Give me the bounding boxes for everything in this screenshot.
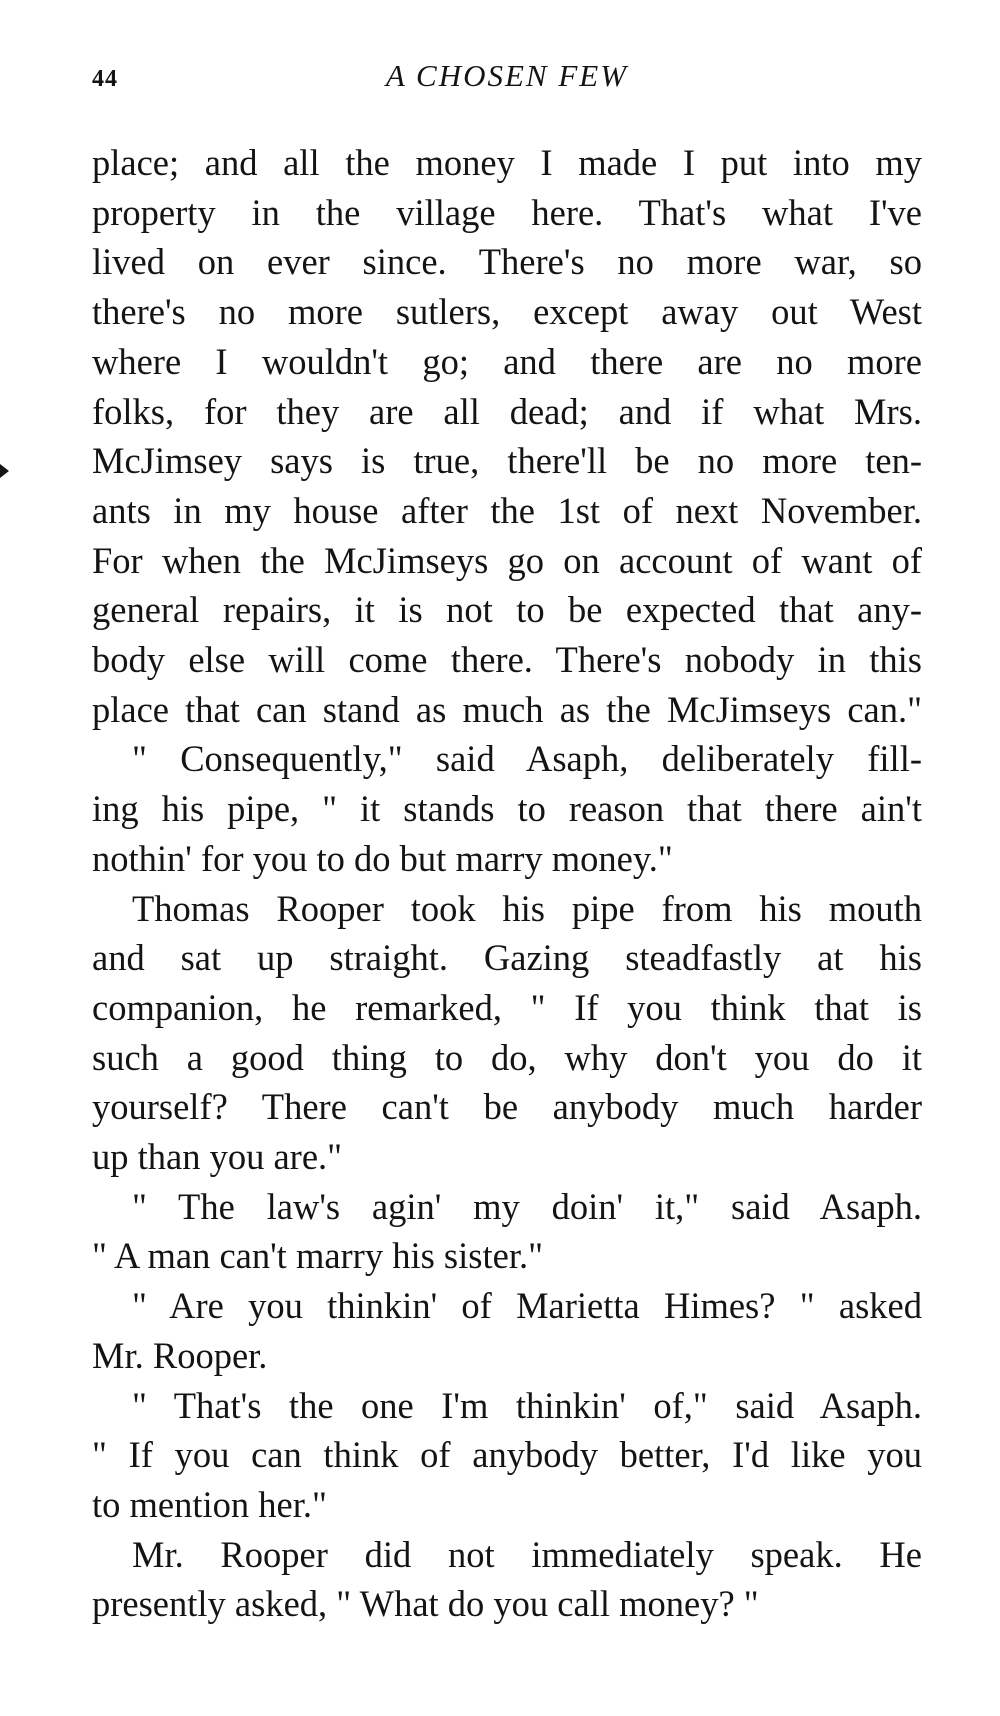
line: place; and all the money I made I put into my bbox=[92, 142, 922, 183]
line: " That's the one I'm thinkin' of," said Asaph. bbox=[132, 1384, 922, 1426]
line: " Are you thinkin' of Marietta Himes? " asked bbox=[132, 1285, 922, 1327]
line: and sat up straight. Gazing steadfastly at his bbox=[92, 937, 922, 979]
line: " A man can't marry his sister." bbox=[92, 1235, 543, 1277]
line: property in the village here. That's what I've bbox=[92, 191, 922, 233]
line: nothin' for you to do but marry money." bbox=[92, 837, 673, 879]
line: where I wouldn't go; and there are no more bbox=[92, 340, 922, 382]
line: such a good thing to do, why don't you do it bbox=[92, 1036, 922, 1078]
running-title: A CHOSEN FEW bbox=[385, 58, 629, 93]
line: For when the McJimseys go on account of want of bbox=[92, 539, 922, 581]
line: ants in my house after the 1st of next November. bbox=[92, 489, 922, 531]
line: general repairs, it is not to be expected that any- bbox=[92, 589, 922, 631]
line: ing his pipe, " it stands to reason that there ain't bbox=[92, 788, 922, 830]
page-number: 44 bbox=[92, 66, 118, 92]
line: place that can stand as much as the McJimseys can." bbox=[92, 688, 922, 730]
line: to mention her." bbox=[92, 1483, 327, 1525]
line: McJimsey says is true, there'll be no more ten- bbox=[92, 440, 922, 482]
line: " The law's agin' my doin' it," said Asaph. bbox=[132, 1185, 922, 1227]
body-text bbox=[92, 138, 922, 1629]
line: yourself? There can't be anybody much harder bbox=[92, 1086, 922, 1128]
line: " Consequently," said Asaph, deliberately fill- bbox=[132, 738, 922, 780]
line: there's no more sutlers, except away out West bbox=[92, 291, 922, 333]
line: " If you can think of anybody better, I'd like you bbox=[92, 1434, 922, 1476]
line: up than you are." bbox=[92, 1136, 343, 1178]
line: companion, he remarked, " If you think that is bbox=[92, 986, 922, 1028]
line: folks, for they are all dead; and if what Mrs. bbox=[92, 390, 922, 432]
margin-arrow-icon bbox=[0, 464, 9, 478]
line: Mr. Rooper. bbox=[92, 1334, 268, 1376]
line: body else will come there. There's nobody in this bbox=[92, 639, 922, 681]
line: Thomas Rooper took his pipe from his mouth bbox=[132, 887, 922, 929]
running-head bbox=[92, 58, 922, 108]
line: lived on ever since. There's no more war, so bbox=[92, 241, 922, 283]
line: Mr. Rooper did not immediately speak. He bbox=[132, 1533, 922, 1575]
line: presently asked, " What do you call money? " bbox=[92, 1583, 759, 1625]
